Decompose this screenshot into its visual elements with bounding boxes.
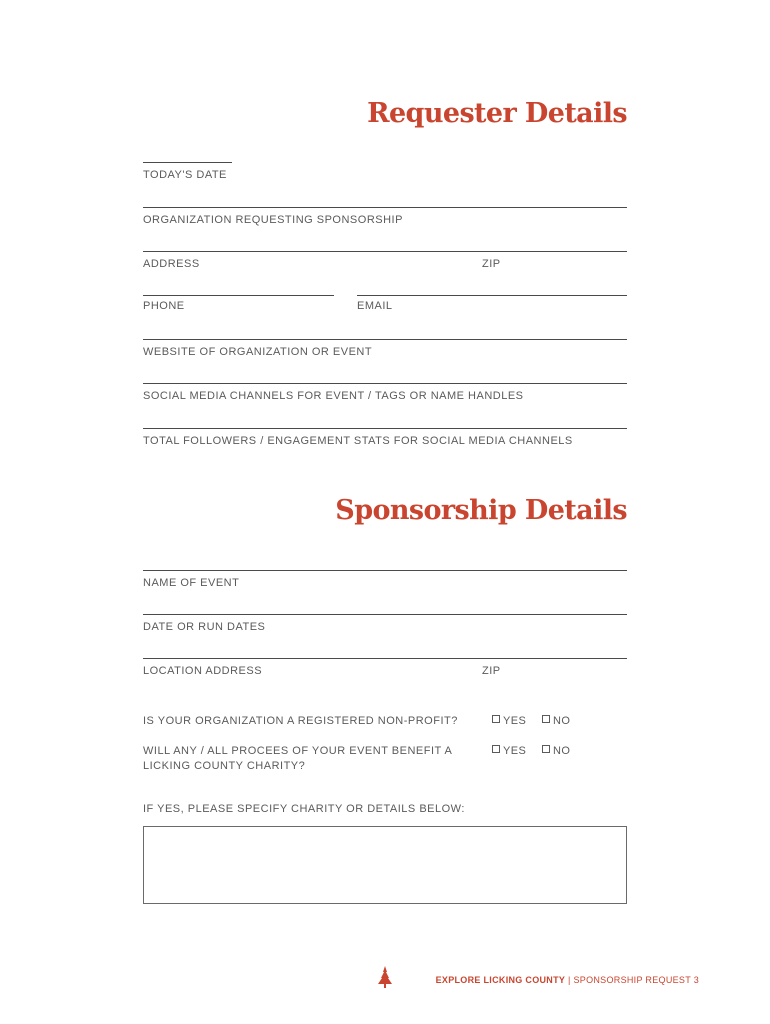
email-label: EMAIL: [357, 300, 393, 312]
nonprofit-no-checkbox[interactable]: [542, 714, 570, 728]
checkbox-icon: [542, 715, 550, 723]
location-field[interactable]: [143, 658, 627, 659]
footer-doc-title: SPONSORSHIP REQUEST: [573, 975, 691, 985]
followers-label: TOTAL FOLLOWERS / ENGAGEMENT STATS FOR SOCIAL MEDIA CHANNELS: [143, 435, 573, 447]
footer: [436, 975, 699, 985]
requester-details-heading: Requester Details: [367, 98, 627, 129]
followers-field[interactable]: [143, 428, 627, 429]
location-label: LOCATION ADDRESS: [143, 665, 263, 677]
organization-label: ORGANIZATION REQUESTING SPONSORSHIP: [143, 214, 403, 226]
charity-no-checkbox[interactable]: [542, 744, 570, 758]
organization-field[interactable]: [143, 207, 627, 208]
page-number: 3: [693, 975, 699, 985]
todays-date-label: TODAY'S DATE: [143, 169, 227, 181]
email-field[interactable]: [357, 295, 627, 296]
yes-label: YES: [503, 715, 527, 727]
address-zip-label: ZIP: [482, 258, 501, 270]
phone-label: PHONE: [143, 300, 185, 312]
address-field[interactable]: [143, 251, 627, 252]
event-name-field[interactable]: [143, 570, 627, 571]
nonprofit-yes-checkbox[interactable]: [492, 714, 526, 728]
checkbox-icon: [492, 715, 500, 723]
no-label: NO: [553, 715, 571, 727]
social-channels-field[interactable]: [143, 383, 627, 384]
checkbox-icon: [542, 745, 550, 753]
dates-field[interactable]: [143, 614, 627, 615]
sponsorship-details-heading: Sponsorship Details: [335, 495, 627, 526]
website-label: WEBSITE OF ORGANIZATION OR EVENT: [143, 346, 373, 358]
no-label: NO: [553, 745, 571, 757]
specify-label: IF YES, PLEASE SPECIFY CHARITY OR DETAILS BELOW:: [143, 803, 465, 815]
charity-yes-checkbox[interactable]: [492, 744, 526, 758]
footer-brand: EXPLORE LICKING COUNTY: [435, 975, 566, 985]
todays-date-field[interactable]: [143, 162, 232, 163]
footer-separator: |: [568, 975, 571, 985]
charity-question: WILL ANY / ALL PROCEES OF YOUR EVENT BENEFIT A LICKING COUNTY CHARITY?: [143, 745, 452, 772]
event-name-label: NAME OF EVENT: [143, 577, 240, 589]
phone-field[interactable]: [143, 295, 334, 296]
nonprofit-question: IS YOUR ORGANIZATION A REGISTERED NON-PROFIT?: [143, 715, 458, 727]
social-channels-label: SOCIAL MEDIA CHANNELS FOR EVENT / TAGS OR NAME HANDLES: [143, 390, 524, 402]
location-zip-label: ZIP: [482, 665, 501, 677]
arrowhead-icon: [377, 966, 393, 988]
yes-label: YES: [503, 745, 527, 757]
address-label: ADDRESS: [143, 258, 200, 270]
checkbox-icon: [492, 745, 500, 753]
website-field[interactable]: [143, 339, 627, 340]
dates-label: DATE OR RUN DATES: [143, 621, 266, 633]
charity-details-textarea[interactable]: [143, 826, 627, 904]
